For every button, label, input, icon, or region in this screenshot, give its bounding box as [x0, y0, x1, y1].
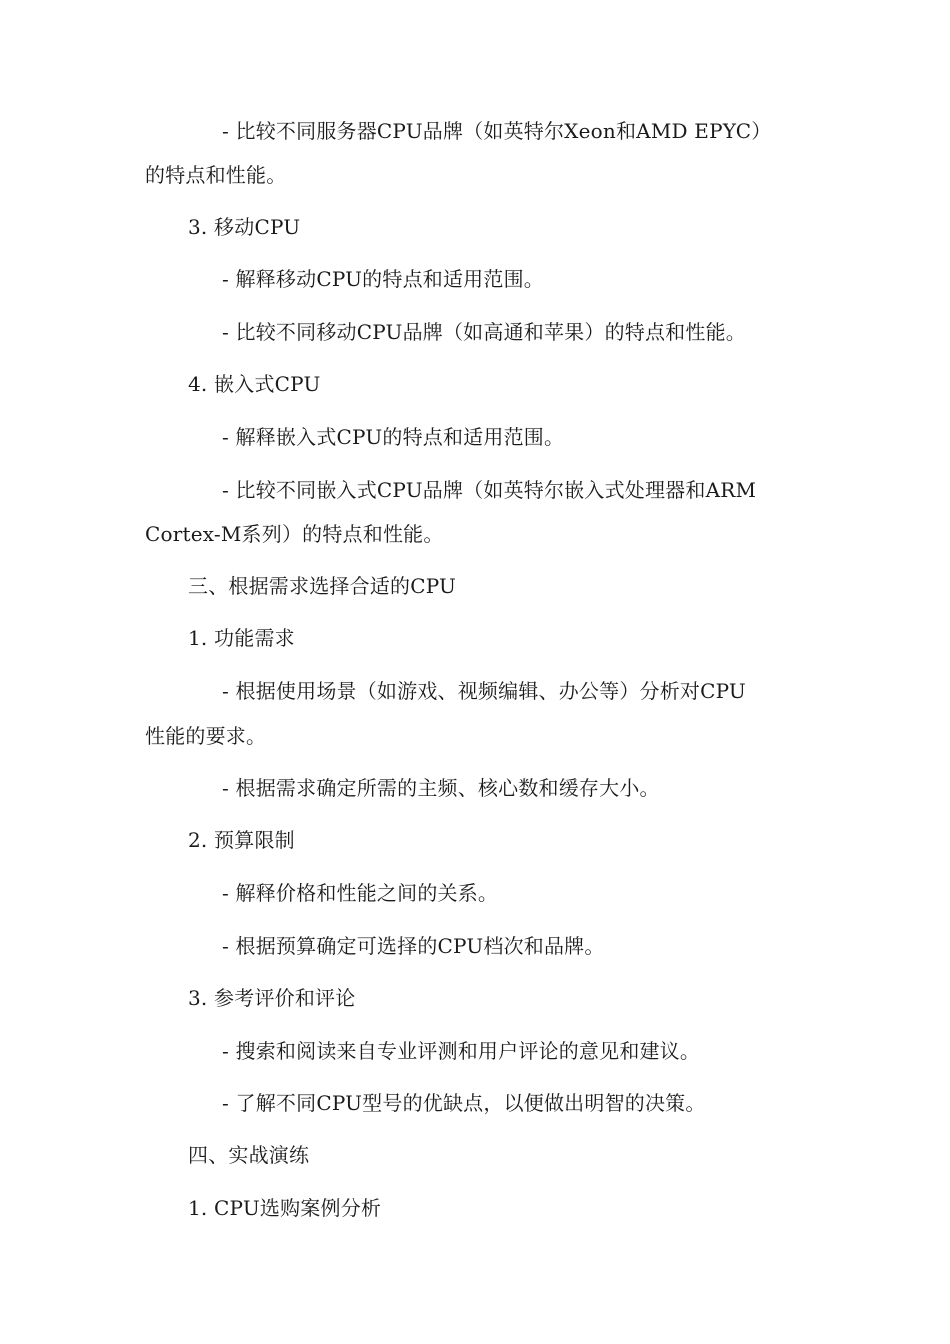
paragraph-line: - 根据预算确定可选择的CPU档次和品牌。 — [222, 934, 605, 958]
paragraph-line: - 比较不同嵌入式CPU品牌（如英特尔嵌入式处理器和ARM — [222, 478, 757, 502]
chapter-heading: 四、实战演练 — [188, 1143, 310, 1167]
section-heading: 1. 功能需求 — [188, 626, 295, 650]
paragraph-line: 性能的要求。 — [145, 724, 267, 748]
paragraph-line: - 根据使用场景（如游戏、视频编辑、办公等）分析对CPU — [222, 679, 746, 703]
chapter-heading: 三、根据需求选择合适的CPU — [188, 574, 457, 598]
paragraph-line: - 解释价格和性能之间的关系。 — [222, 881, 499, 905]
paragraph-line: 的特点和性能。 — [145, 163, 287, 187]
section-heading: 3. 参考评价和评论 — [188, 986, 356, 1010]
paragraph-line: - 搜索和阅读来自专业评测和用户评论的意见和建议。 — [222, 1039, 701, 1063]
paragraph-line: - 根据需求确定所需的主频、核心数和缓存大小。 — [222, 776, 660, 800]
section-heading: 1. CPU选购案例分析 — [188, 1196, 382, 1220]
paragraph-line: - 比较不同移动CPU品牌（如高通和苹果）的特点和性能。 — [222, 320, 746, 344]
paragraph-line: Cortex-M系列）的特点和性能。 — [145, 522, 444, 546]
section-heading: 2. 预算限制 — [188, 828, 295, 852]
paragraph-line: - 了解不同CPU型号的优缺点，以便做出明智的决策。 — [222, 1091, 706, 1115]
paragraph-line: - 比较不同服务器CPU品牌（如英特尔Xeon和AMD EPYC） — [222, 119, 772, 143]
paragraph-line: - 解释嵌入式CPU的特点和适用范围。 — [222, 425, 565, 449]
section-heading: 3. 移动CPU — [188, 215, 301, 239]
paragraph-line: - 解释移动CPU的特点和适用范围。 — [222, 267, 544, 291]
section-heading: 4. 嵌入式CPU — [188, 372, 321, 396]
